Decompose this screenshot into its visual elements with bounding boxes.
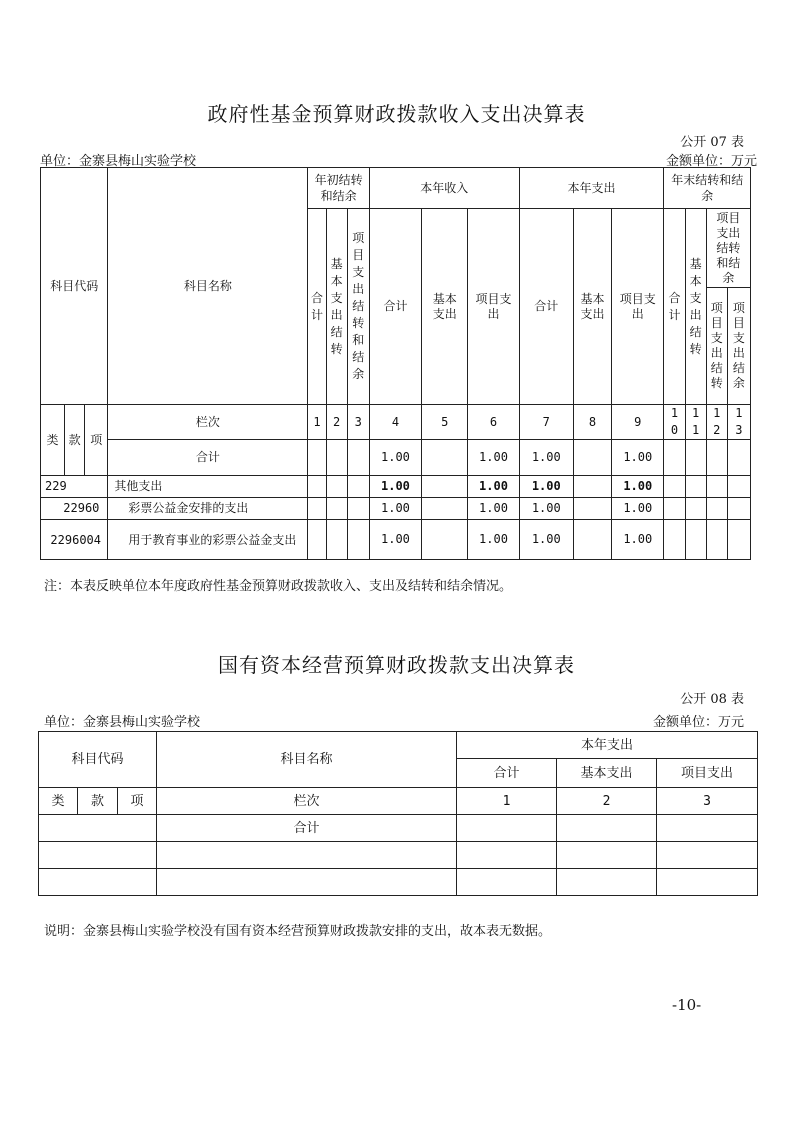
col-num: 1: [457, 788, 557, 815]
table-row: [41, 498, 751, 520]
header-lei: 类: [39, 788, 78, 815]
total-row-label: 合计: [108, 440, 308, 476]
total-c9: 1.00: [612, 440, 664, 476]
header-end-balance: 年末结转和结余: [664, 168, 751, 209]
form-number-07: 公开 07 表: [680, 135, 744, 150]
fund-budget-table: [40, 167, 751, 560]
total-c6: 1.00: [468, 440, 519, 476]
header-code: 科目代码: [41, 168, 108, 405]
table-row: [39, 869, 758, 896]
col-num: 10: [664, 405, 685, 440]
header-total: 合计: [457, 759, 557, 788]
header-name: 科目名称: [157, 732, 457, 788]
header-income-basic: 基本支出: [422, 209, 468, 405]
row-code: 2296004: [41, 520, 108, 560]
col-num: 12: [706, 405, 727, 440]
col-num: 9: [612, 405, 664, 440]
unit-label: 单位：金寨县梅山实验学校: [44, 715, 201, 730]
row-c4: 1.00: [369, 498, 421, 520]
amount-unit-label: 金额单位：万元: [665, 154, 757, 169]
col-num: 1: [308, 405, 326, 440]
table-row: [41, 476, 751, 498]
total-c7: 1.00: [519, 440, 573, 476]
header-end-project-carry: 项目支出结转: [706, 288, 727, 405]
col-num: 11: [685, 405, 706, 440]
table1-note: 注：本表反映单位本年度政府性基金预算财政拨款收入、支出及结转和结余情况。: [44, 579, 513, 594]
col-num: 4: [369, 405, 421, 440]
header-kuan: 款: [65, 405, 85, 476]
header-xiang: 项: [118, 788, 157, 815]
amount-unit-label: 金额单位：万元: [652, 715, 744, 730]
row-name: 其他支出: [108, 476, 308, 498]
header-begin-project: 项目支出结转和结余: [347, 209, 369, 405]
unit-label: 单位：金寨县梅山实验学校: [40, 154, 197, 169]
row-c4: 1.00: [369, 476, 421, 498]
col-num: 5: [422, 405, 468, 440]
header-expense: 本年支出: [457, 732, 758, 759]
row-name: 彩票公益金安排的支出: [108, 498, 308, 520]
row-c9: 1.00: [612, 498, 664, 520]
col-num: 2: [326, 405, 347, 440]
header-code: 科目代码: [39, 732, 157, 788]
form-number-08: 公开 08 表: [680, 692, 744, 707]
col-num: 13: [727, 405, 750, 440]
header-begin-total: 合计: [308, 209, 326, 405]
header-begin-basic: 基本支出结转: [326, 209, 347, 405]
header-lanci: 栏次: [157, 788, 457, 815]
total-c4: 1.00: [369, 440, 421, 476]
col-num: 3: [347, 405, 369, 440]
header-expense: 本年支出: [519, 168, 664, 209]
header-name: 科目名称: [108, 168, 308, 405]
table-row: [41, 520, 751, 560]
col-num: 6: [468, 405, 519, 440]
header-begin-balance: 年初结转和结余: [308, 168, 369, 209]
row-c7: 1.00: [519, 498, 573, 520]
state-capital-table: [38, 731, 758, 896]
table1-title: 政府性基金预算财政拨款收入支出决算表: [207, 102, 586, 126]
row-c6: 1.00: [468, 520, 519, 560]
header-xiang: 项: [85, 405, 108, 476]
col-num: 3: [657, 788, 758, 815]
col-num: 2: [557, 788, 657, 815]
header-lei: 类: [41, 405, 65, 476]
col-num: 7: [519, 405, 573, 440]
table-row: [39, 842, 758, 869]
row-c7: 1.00: [519, 476, 573, 498]
header-end-project: 项目支出结转和结余: [706, 209, 750, 288]
row-c7: 1.00: [519, 520, 573, 560]
header-kuan: 款: [78, 788, 118, 815]
row-c9: 1.00: [612, 476, 664, 498]
header-income-project: 项目支出: [468, 209, 519, 405]
row-c4: 1.00: [369, 520, 421, 560]
header-income-total: 合计: [369, 209, 421, 405]
row-name: 用于教育事业的彩票公益金支出: [108, 520, 308, 560]
header-lanci: 栏次: [108, 405, 308, 440]
table2-title: 国有资本经营预算财政拨款支出决算表: [218, 653, 575, 677]
header-end-project-surplus: 项目支出结余: [727, 288, 750, 405]
row-c9: 1.00: [612, 520, 664, 560]
header-basic: 基本支出: [557, 759, 657, 788]
header-end-total: 合计: [664, 209, 685, 405]
header-expense-total: 合计: [519, 209, 573, 405]
header-income: 本年收入: [369, 168, 519, 209]
total-row-label: 合计: [157, 815, 457, 842]
header-end-basic: 基本支出结转: [685, 209, 706, 405]
row-c6: 1.00: [468, 498, 519, 520]
page-number: -10-: [672, 996, 702, 1014]
header-project: 项目支出: [657, 759, 758, 788]
row-c6: 1.00: [468, 476, 519, 498]
header-expense-basic: 基本支出: [573, 209, 611, 405]
header-expense-project: 项目支出: [612, 209, 664, 405]
row-code: 22960: [41, 498, 108, 520]
row-code: 229: [41, 476, 108, 498]
table2-note: 说明：金寨县梅山实验学校没有国有资本经营预算财政拨款安排的支出，故本表无数据。: [44, 924, 552, 939]
col-num: 8: [573, 405, 611, 440]
